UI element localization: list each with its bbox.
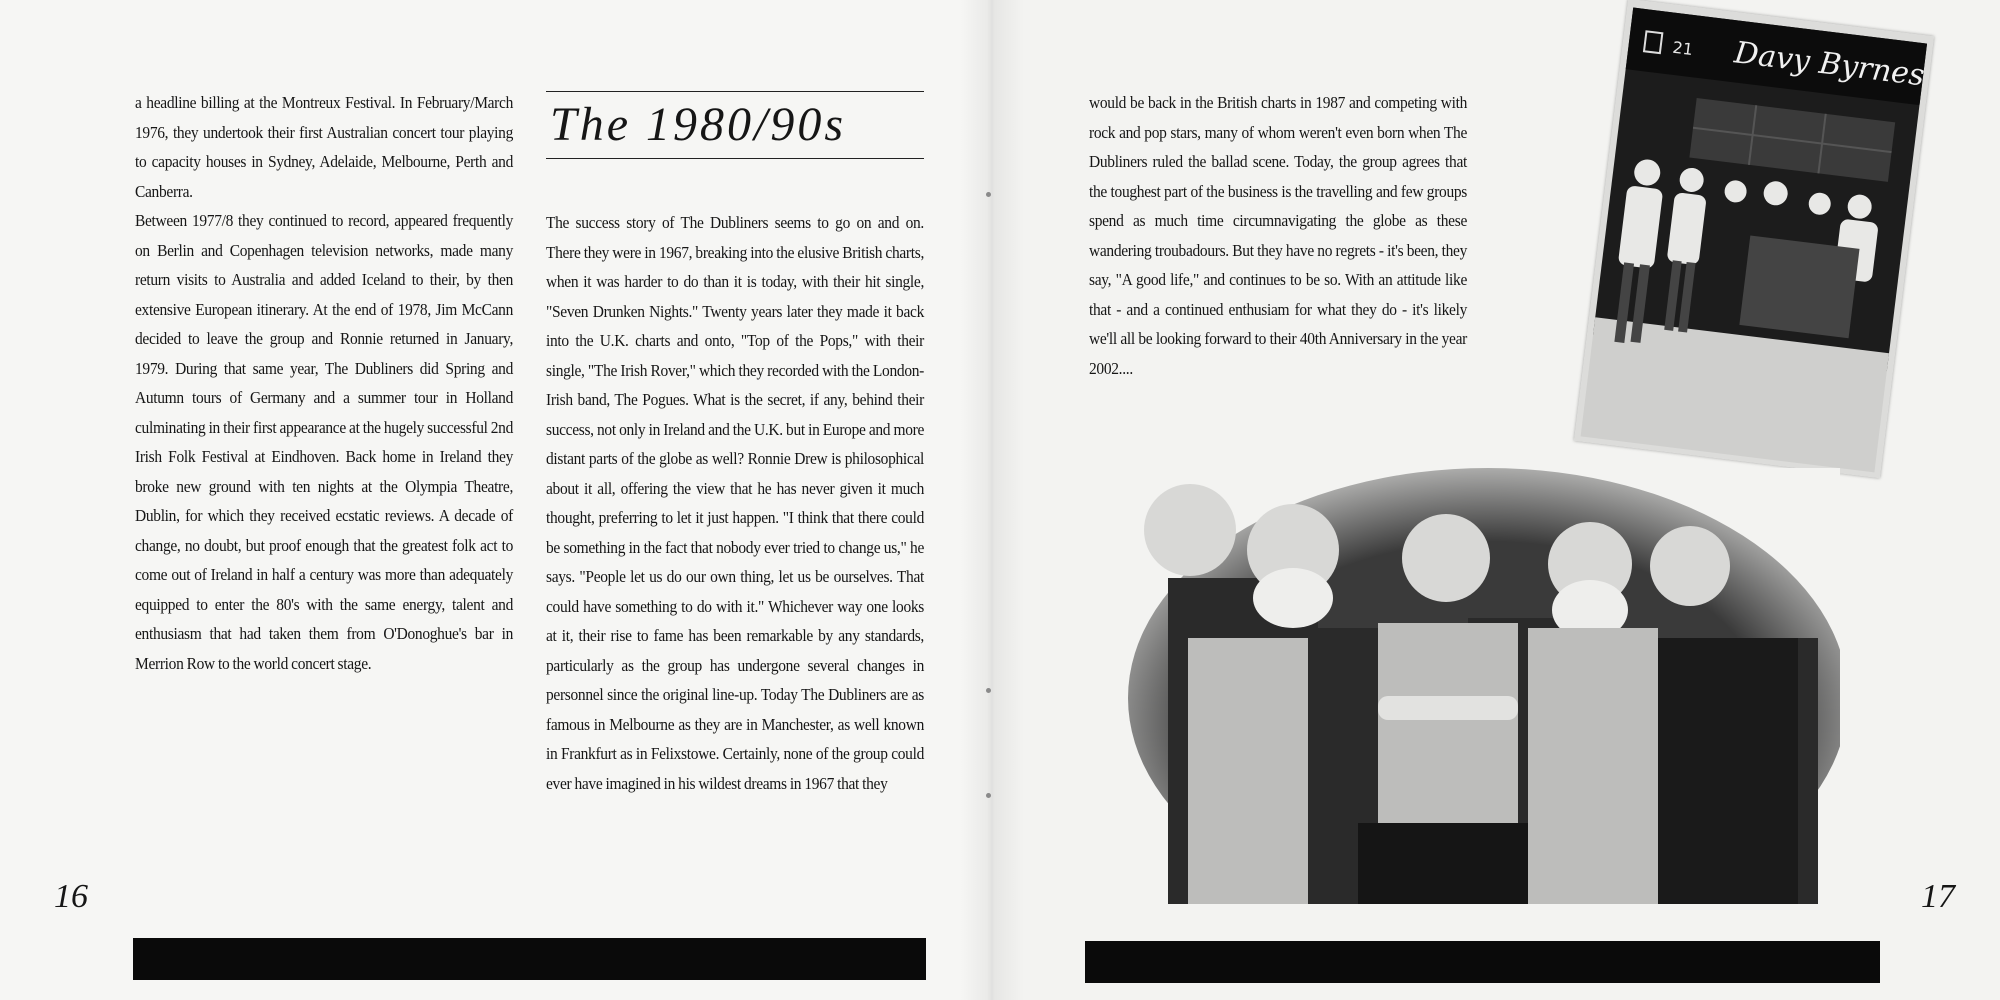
- group-photo-image: [1128, 468, 1840, 904]
- paragraph: a headline billing at the Montreux Festival. In February/March 1976, they undertook their first Australian concert tour playing to capacity houses in Sydney, Adelaide, Melbourne, Perth and Canberra.: [135, 93, 513, 201]
- paragraph: Between 1977/8 they continued to record, appeared frequently on Berlin and Copenhagen television networks, made many return visits to Australia and added Iceland to their, by then extensive European itinerary. At the end of 1978, Jim McCann decided to leave the group and Ronnie returned in January, 1979. During that same year, The Dubliners did Spring and Autumn tours of Germany and a summer tour in Holland culminating in their first appearance at the hugely successful 2nd Irish Folk Festival at Eindhoven. Back home in Ireland they broke new ground with ten nights at the Olympia Theatre, Dublin, for which they received ecstatic reviews. A decade of change, no doubt, but proof enough that the greatest folk act to come out of Ireland in half a century was more than adequately equipped to enter the 80's with the same energy, talent and enthusiasm that had taken them from O'Donoghue's bar in Merrion Row to the world concert stage.: [135, 211, 513, 673]
- page-number-left: 16: [54, 878, 88, 915]
- footer-bar-left: [133, 938, 926, 980]
- section-heading: The 1980/90s: [550, 98, 847, 151]
- group-photograph: [1128, 468, 1840, 904]
- pub-number-text: 21: [1671, 37, 1695, 60]
- text-column-1: [135, 88, 513, 678]
- staple-mark: [986, 192, 991, 197]
- page-number-right: 17: [1921, 878, 1955, 915]
- footer-bar-right: [1085, 941, 1880, 983]
- pub-photo-image: [1574, 0, 1934, 478]
- text-column-3: [1089, 88, 1467, 383]
- paragraph: would be back in the British charts in 1987 and competing with rock and pop stars, many of whom weren't even born when The Dubliners ruled the ballad scene. Today, the group agrees that the toughest part of the business is the travelling and few groups spend as much time circumnavigating the globe as these wandering troubadours. But they have no regrets - it's been, they say, "A good life," and continues to be so. With an attitude like that - and a continued enthusiam for what they do - it's likely we'll all be looking forward to their 40th Anniversary in the year 2002....: [1089, 93, 1467, 378]
- staple-mark: [986, 793, 991, 798]
- heading-bottom-rule: [546, 158, 924, 159]
- page-16: [0, 0, 988, 1000]
- paragraph: The success story of The Dubliners seems to go on and on. There they were in 1967, breaking into the elusive British charts, when it was harder to do than it is today, with their hit single, "Seven Drunken Nights." Twenty years later they made it back into the U.K. charts and onto, "Top of the Pops," with their single, "The Irish Rover," which they recorded with the London-Irish band, The Pogues. What is the secret, if any, behind their success, not only in Ireland and the U.K. but in Europe and more distant parts of the globe as well? Ronnie Drew is philosophical about it all, offering the view that he has never given it much thought, preferring to let it just happen. "I think that there could be something in the fact that nobody ever tried to change us," he says. "People let us do our own thing, let us be ourselves. That could have something to do with it." Whichever way one looks at it, their rise to fame has been remarkable by any standards, particularly as the group has undergone several changes in personnel since the original line-up. Today The Dubliners are as famous in Melbourne as they are in Manchester, as well known in Frankfurt as in Felixstowe. Certainly, none of the group could ever have imagined in his wildest dreams in 1967 that they: [546, 213, 924, 793]
- pub-sign-text: Davy Byrnes: [1732, 35, 1927, 94]
- pub-photograph: [1574, 0, 1934, 478]
- heading-top-rule: [546, 91, 924, 92]
- staple-mark: [986, 688, 991, 693]
- gutter-fold: [960, 0, 1024, 1000]
- section-heading-block: [546, 91, 924, 159]
- text-column-2: [546, 208, 924, 798]
